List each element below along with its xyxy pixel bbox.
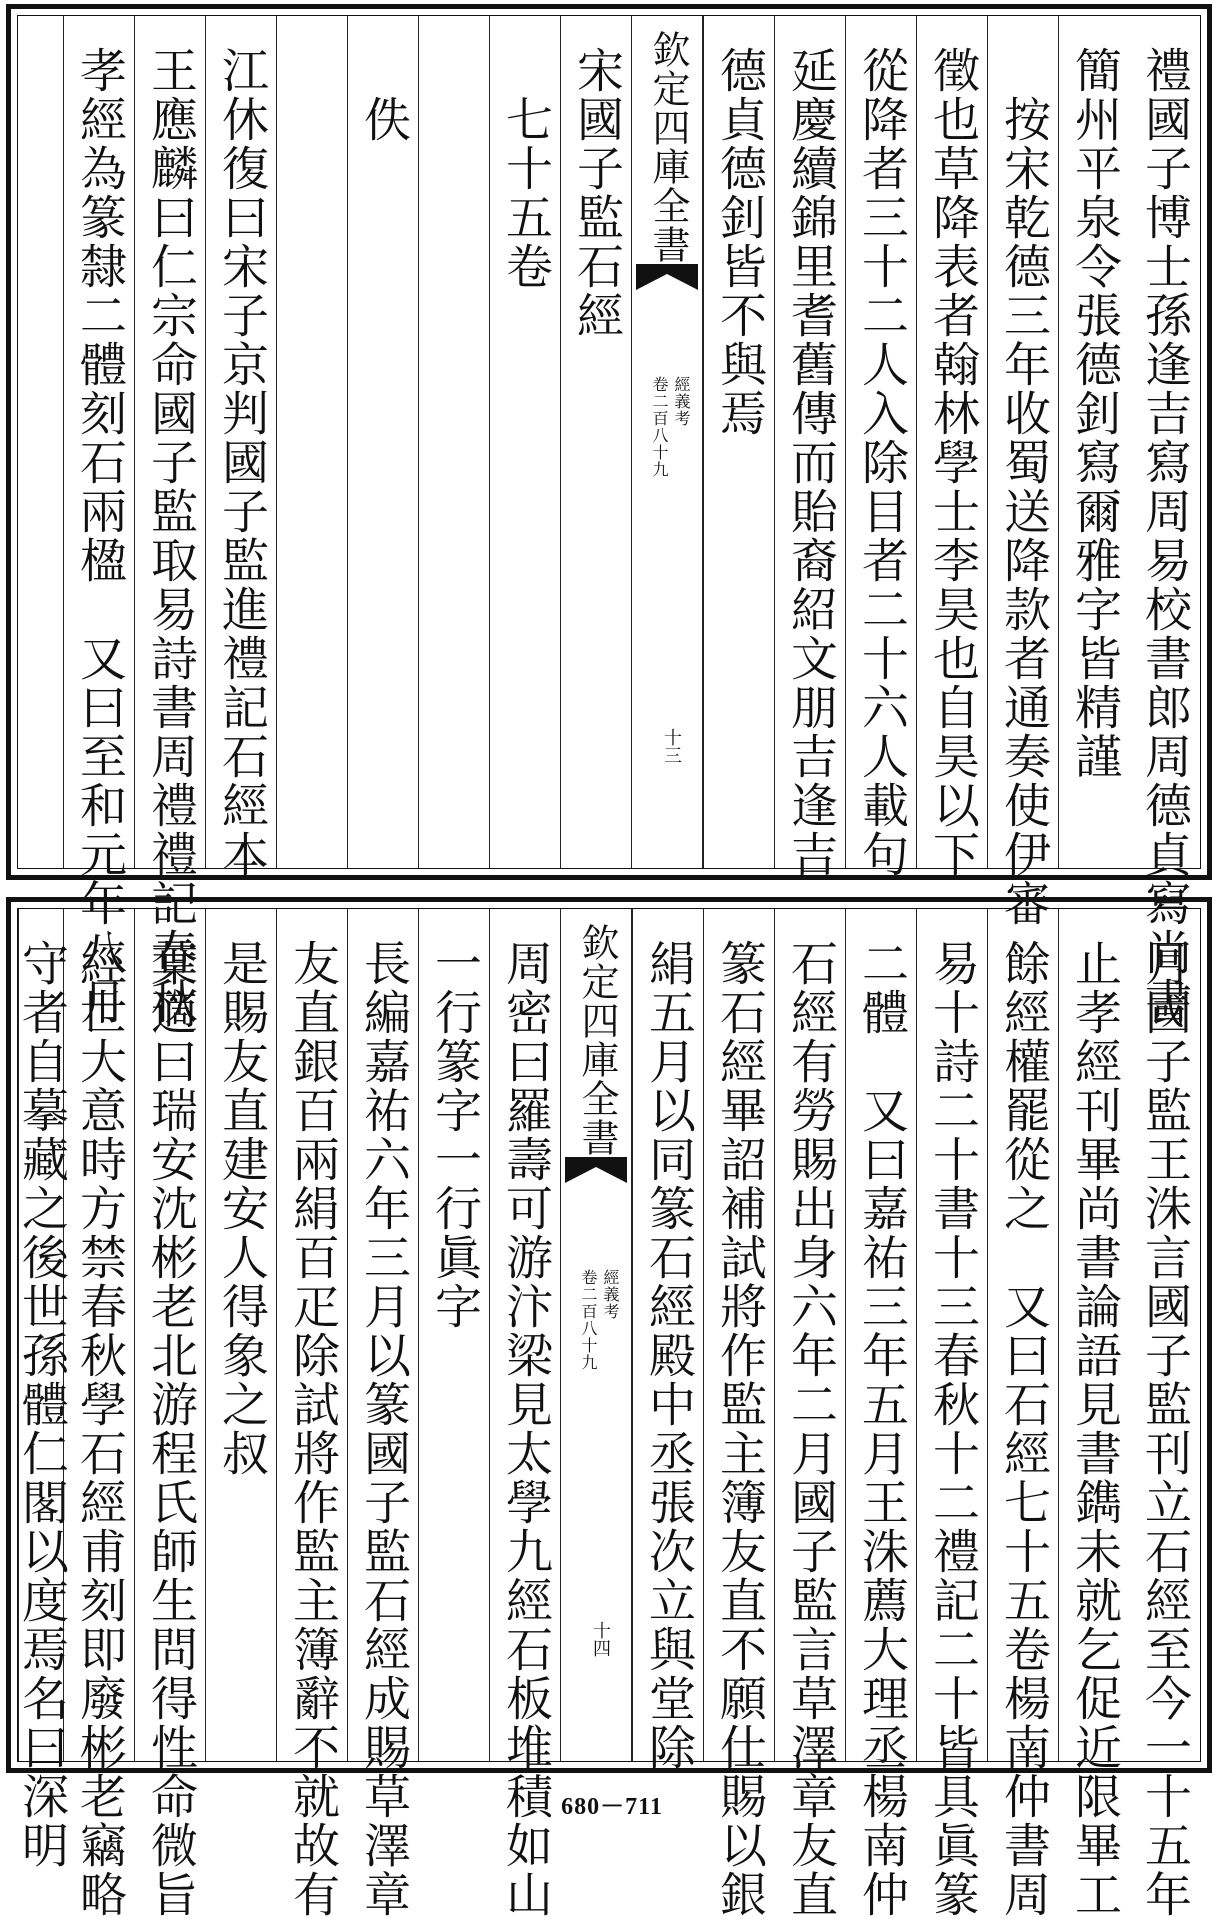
column-text: 一行篆字一行眞字 <box>427 939 482 1331</box>
column-text: 是賜友直建安人得象之叔 <box>214 939 269 1478</box>
column-text: 王應麟曰仁宗命國子監取易詩書周禮禮記春秋 <box>143 46 198 1026</box>
column-text: 佚 <box>356 46 411 144</box>
top-right-column-4 <box>916 16 987 879</box>
center-title: 欽定四庫全書 <box>646 30 690 264</box>
bottom-left-column-1 <box>489 909 560 1919</box>
column-text: 葉適曰瑞安沈彬老北游程氏師生問得性命微旨 <box>143 939 198 1919</box>
fishtail-mark-icon <box>636 264 698 290</box>
column-text: 易十詩二十書十三春秋十二禮記二十皆具眞篆 <box>925 939 980 1919</box>
bottom-right-column-1 <box>1129 909 1200 1919</box>
bottom-right-column-7 <box>703 909 774 1919</box>
column-text: 按宋乾德三年收蜀送降款者通奏使伊審 <box>996 46 1051 928</box>
bottom-right-column-2 <box>1058 909 1129 1919</box>
column-text: 友直銀百兩絹百疋除試將作監主簿辭不就故有 <box>285 939 340 1919</box>
column-text: 餘經權罷從之 又曰石經七十五卷楊南仲書周 <box>996 939 1051 1919</box>
top-left-column-8 <box>63 16 134 1026</box>
column-text: 徵也草降表者翰林學士李昊也自昊以下 <box>925 46 980 879</box>
top-left-column-7 <box>134 16 205 1026</box>
column-text: 宋國子監石經 <box>569 46 624 340</box>
column-text: 絹五月以同篆石經殿中丞張次立與堂除 <box>641 939 696 1772</box>
column-text: 從降者三十二人入除目者二十六人載句 <box>854 46 909 879</box>
top-left-column-2 <box>489 16 560 868</box>
bottom-right-column-8 <box>632 909 703 1772</box>
top-page <box>6 4 1212 1026</box>
top-right-column-3 <box>987 16 1058 928</box>
column-text: 延慶續錦里耆舊傳而貽裔紹文朋吉逢吉 <box>783 46 838 879</box>
center-folio: 十四 <box>590 1621 611 1657</box>
column-text: 長編嘉祐六年三月以篆國子監石經成賜草澤章 <box>356 939 411 1919</box>
column-text: 石經有勞賜出身六年二月國子監言草澤章友直 <box>783 939 838 1919</box>
bottom-left-column-7 <box>63 909 134 1919</box>
bottom-right-column-4 <box>916 909 987 1919</box>
center-volume: 卷二百八十九 <box>650 376 669 478</box>
bottom-center-column <box>560 909 632 1761</box>
top-right-column-1 <box>1129 16 1200 1026</box>
top-left-column-5 <box>276 16 347 868</box>
column-text: 二體 又曰嘉祐三年五月王洙薦大理丞楊南仲 <box>854 939 909 1919</box>
top-left-column-3 <box>418 16 489 868</box>
center-title: 欽定四庫全書 <box>575 923 619 1157</box>
column-text: 七十五卷 <box>498 46 553 291</box>
column-text: 簡州平泉令張德釗寫爾雅字皆精謹 <box>1067 46 1122 781</box>
column-text: 周密曰羅壽可游汴梁見太學九經石板堆積如山 <box>498 939 553 1919</box>
center-book: 經義考 <box>601 1269 620 1320</box>
bottom-left-column-5 <box>205 909 276 1761</box>
column-text: 禮國子博士孫逢吉寫周易校書郎周德貞寫尚書 <box>1137 46 1192 1026</box>
bottom-left-column-3 <box>347 909 418 1919</box>
top-left-column-1 <box>560 16 631 868</box>
top-left-column-4 <box>347 16 418 868</box>
center-folio: 十三 <box>661 728 682 764</box>
bottom-left-column-8 <box>14 909 69 1870</box>
bottom-right-column-6 <box>774 909 845 1919</box>
column-text: 守者自摹藏之後世孫體仁閣以度焉名曰深明 <box>14 939 69 1870</box>
column-text: 篆石經畢詔補試將作監主簿友直不願仕賜以銀 <box>712 939 767 1919</box>
fishtail-mark-icon <box>565 1157 627 1183</box>
top-right-column-5 <box>845 16 916 879</box>
column-text: 江休復曰宋子京判國子監進禮記石經本 <box>214 46 269 879</box>
top-right-column-7 <box>703 16 774 868</box>
top-page-frame <box>17 15 1201 1026</box>
top-left-column-6 <box>205 16 276 879</box>
bottom-left-column-6 <box>134 909 205 1919</box>
top-right-column-2 <box>1058 16 1129 868</box>
bottom-left-column-2 <box>418 909 489 1761</box>
column-text: 月國子監王洙言國子監刊立石經至今一十五年 <box>1137 939 1192 1919</box>
column-text: 孝經為篆隸二體刻石兩楹 又曰至和元年八月 <box>72 46 127 1026</box>
page-number-footer: 680－711 <box>561 1794 663 1820</box>
column-text: 止孝經刊畢尚書論語見書鐫未就乞促近限畢工 <box>1067 939 1122 1919</box>
bottom-right-column-5 <box>845 909 916 1919</box>
column-text: 德貞德釗皆不與焉 <box>712 46 767 438</box>
bottom-right-column-3 <box>987 909 1058 1919</box>
center-volume: 卷二百八十九 <box>579 1269 598 1371</box>
top-right-column-6 <box>774 16 845 879</box>
column-text: 經世大意時方禁春秋學石經甫刻即廢彬老竊略 <box>72 939 127 1919</box>
top-center-column <box>631 16 703 868</box>
center-book: 經義考 <box>672 376 691 427</box>
bottom-left-column-4 <box>276 909 347 1919</box>
